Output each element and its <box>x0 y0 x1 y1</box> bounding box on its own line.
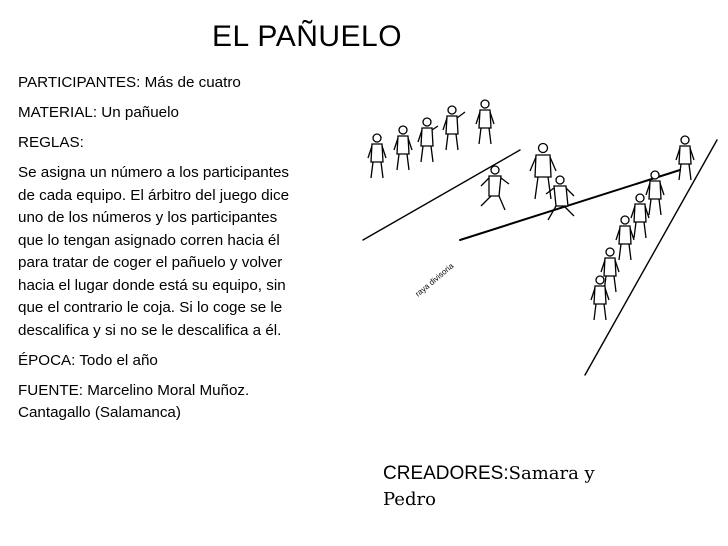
player-figure <box>631 194 649 238</box>
player-figure <box>591 276 609 320</box>
player-figure <box>368 134 386 178</box>
player-figure <box>676 136 694 180</box>
player-figure <box>476 100 494 144</box>
game-description <box>18 72 353 432</box>
rules-line: descalifica y si no se le descalifica a él. <box>18 321 282 339</box>
rules-line: que el contrario le coja. Si lo coge se le <box>18 299 283 316</box>
right-team <box>591 136 694 320</box>
fuente-line: Cantagallo (Salamanca) <box>18 404 181 421</box>
rules-line: de cada equipo. El árbitro del juego dice <box>18 186 290 204</box>
creators-label: CREADORES: <box>383 463 509 484</box>
dividing-line-label: raya divisoria <box>413 261 456 299</box>
epoca-line: ÉPOCA: Todo el año <box>18 352 158 369</box>
player-figure <box>646 171 664 215</box>
rules-line: uno de los números y los participantes <box>18 209 278 226</box>
rules-paragraph <box>18 162 353 342</box>
creators-names: Samara y <box>508 463 595 484</box>
participants-line: PARTICIPANTES: Más de cuatro <box>18 74 241 91</box>
left-team <box>368 100 574 220</box>
player-running <box>546 176 574 220</box>
rules-line: que lo tengan asignado corren hacia él <box>18 231 280 249</box>
fuente-line: FUENTE: Marcelino Moral Muñoz. <box>18 382 250 399</box>
rules-line: hacia el lugar donde está su equipo, sin <box>18 276 286 294</box>
rules-heading: REGLAS: <box>18 134 84 151</box>
player-running <box>481 166 509 210</box>
fuente-paragraph <box>18 380 353 424</box>
creators <box>383 461 683 513</box>
player-figure <box>616 216 634 260</box>
game-field-illustration <box>355 90 720 380</box>
player-figure <box>418 118 438 162</box>
player-figure <box>443 106 465 150</box>
material-line: MATERIAL: Un pañuelo <box>18 104 179 121</box>
referee-figure <box>530 144 556 200</box>
player-figure <box>394 126 412 170</box>
rules-line: Se asigna un número a los participantes <box>18 164 290 181</box>
page-title: EL PAÑUELO <box>212 20 403 53</box>
creators-names: Pedro <box>383 489 436 510</box>
rules-line: para tratar de coger el pañuelo y volver <box>18 254 283 271</box>
